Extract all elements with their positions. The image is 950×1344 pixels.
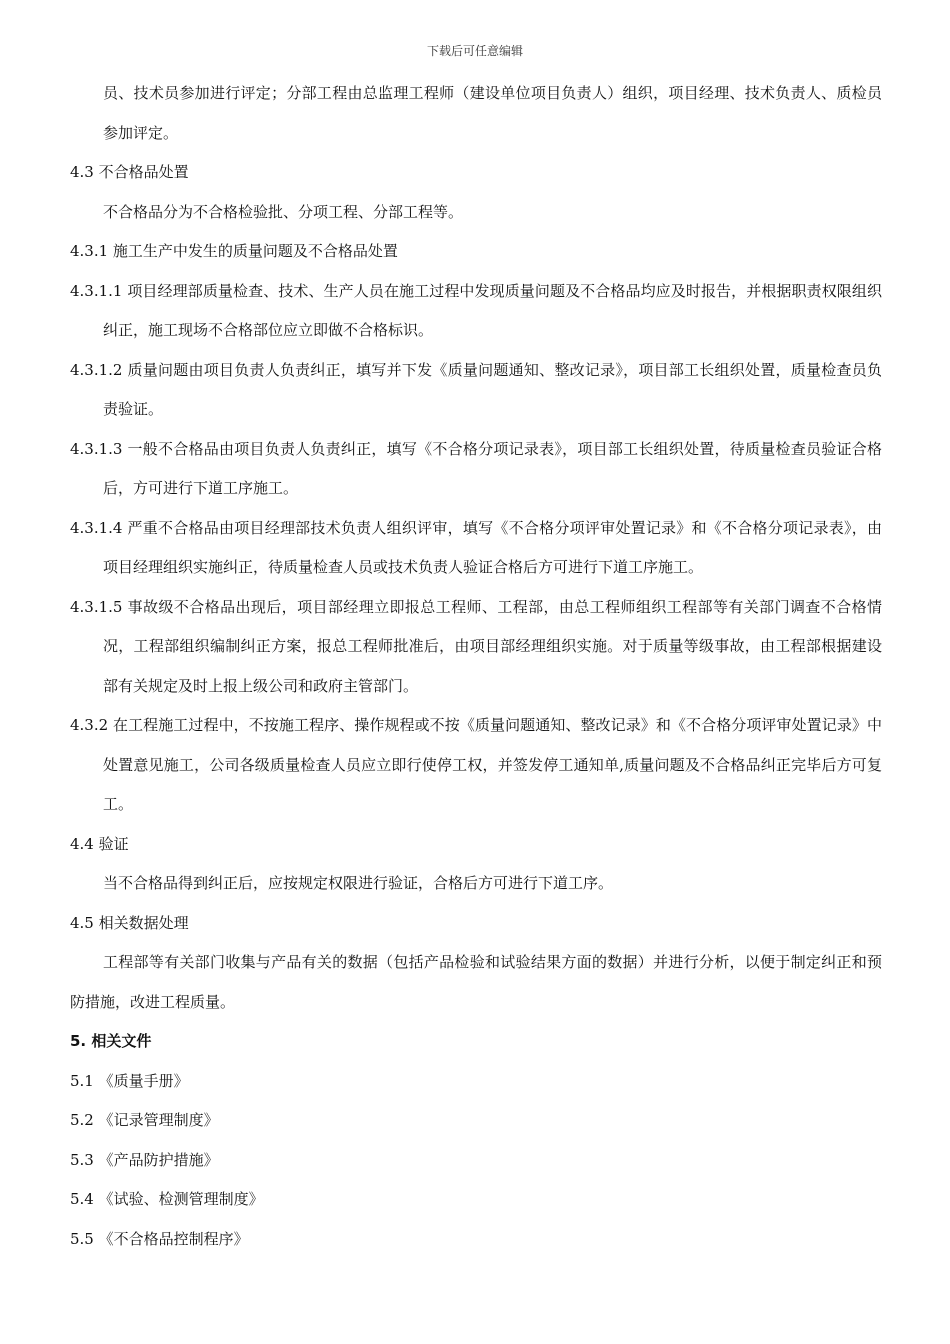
clause-4-3-1-4: 4.3.1.4 严重不合格品由项目经理部技术负责人组织评审，填写《不合格分项评审处置记录》和《不合格分项记录表》，由项目经理组织实施纠正，待质量检查人员或技术负责人验证合格后方可进行下道工序施工。 [70,518,882,576]
section-heading-4-3: 4.3 不合格品处置 [70,163,189,181]
reference-5-2: 5.2 《记录管理制度》 [70,1111,219,1129]
reference-5-5: 5.5 《不合格品控制程序》 [70,1229,249,1248]
clause-4-3-1-5: 4.3.1.5 事故级不合格品出现后，项目部经理立即报总工程师、工程部，由总工程师组织工程部等有关部门调查不合格情况，工程部组织编制纠正方案，报总工程师批准后，由项目部经理组织实施。对于质量等级事故，由工程部根据建设部有关规定及时上报上级公司和政府主管部门。 [70,597,882,695]
clause-4-3-1-2: 4.3.1.2 质量问题由项目负责人负责纠正，填写并下发《质量问题通知、整改记录》，项目部工长组织处置，质量检查员负责验证。 [70,360,882,418]
section-heading-5: 5. 相关文件 [70,1032,152,1050]
section-heading-4-3-1: 4.3.1 施工生产中发生的质量问题及不合格品处置 [70,242,398,260]
reference-5-1: 5.1 《质量手册》 [70,1071,189,1090]
section-heading-4-5: 4.5 相关数据处理 [70,913,189,932]
section-heading-4-4: 4.4 验证 [70,834,129,853]
document-body [70,74,882,1259]
paragraph-4-5: 工程部等有关部门收集与产品有关的数据（包括产品检验和试验结果方面的数据）并进行分析，以便于制定纠正和预防措施，改进工程质量。 [70,953,882,1011]
reference-5-4: 5.4 《试验、检测管理制度》 [70,1190,264,1208]
paragraph-4-3-intro: 不合格品分为不合格检验批、分项工程、分部工程等。 [103,202,464,221]
clause-4-3-1-1: 4.3.1.1 项目经理部质量检查、技术、生产人员在施工过程中发现质量问题及不合格品均应及时报告，并根据职责权限组织纠正，施工现场不合格部位应立即做不合格标识。 [70,281,882,339]
reference-5-3: 5.3 《产品防护措施》 [70,1150,219,1169]
paragraph-continuation: 员、技术员参加进行评定；分部工程由总监理工程师（建设单位项目负责人）组织，项目经理、技术负责人、质检员参加评定。 [103,84,882,142]
page-header: 下载后可任意编辑 [426,44,523,58]
clause-4-3-1-3: 4.3.1.3 一般不合格品由项目负责人负责纠正，填写《不合格分项记录表》，项目部工长组织处置，待质量检查员验证合格后，方可进行下道工序施工。 [70,439,882,497]
clause-4-3-2: 4.3.2 在工程施工过程中，不按施工程序、操作规程或不按《质量问题通知、整改记录》和《不合格分项评审处置记录》中处置意见施工，公司各级质量检查人员应立即行使停工权，并签发停工通知单,质量问题及不合格品纠正完毕后方可复工。 [70,716,882,813]
paragraph-4-4: 当不合格品得到纠正后，应按规定权限进行验证，合格后方可进行下道工序。 [103,874,614,892]
